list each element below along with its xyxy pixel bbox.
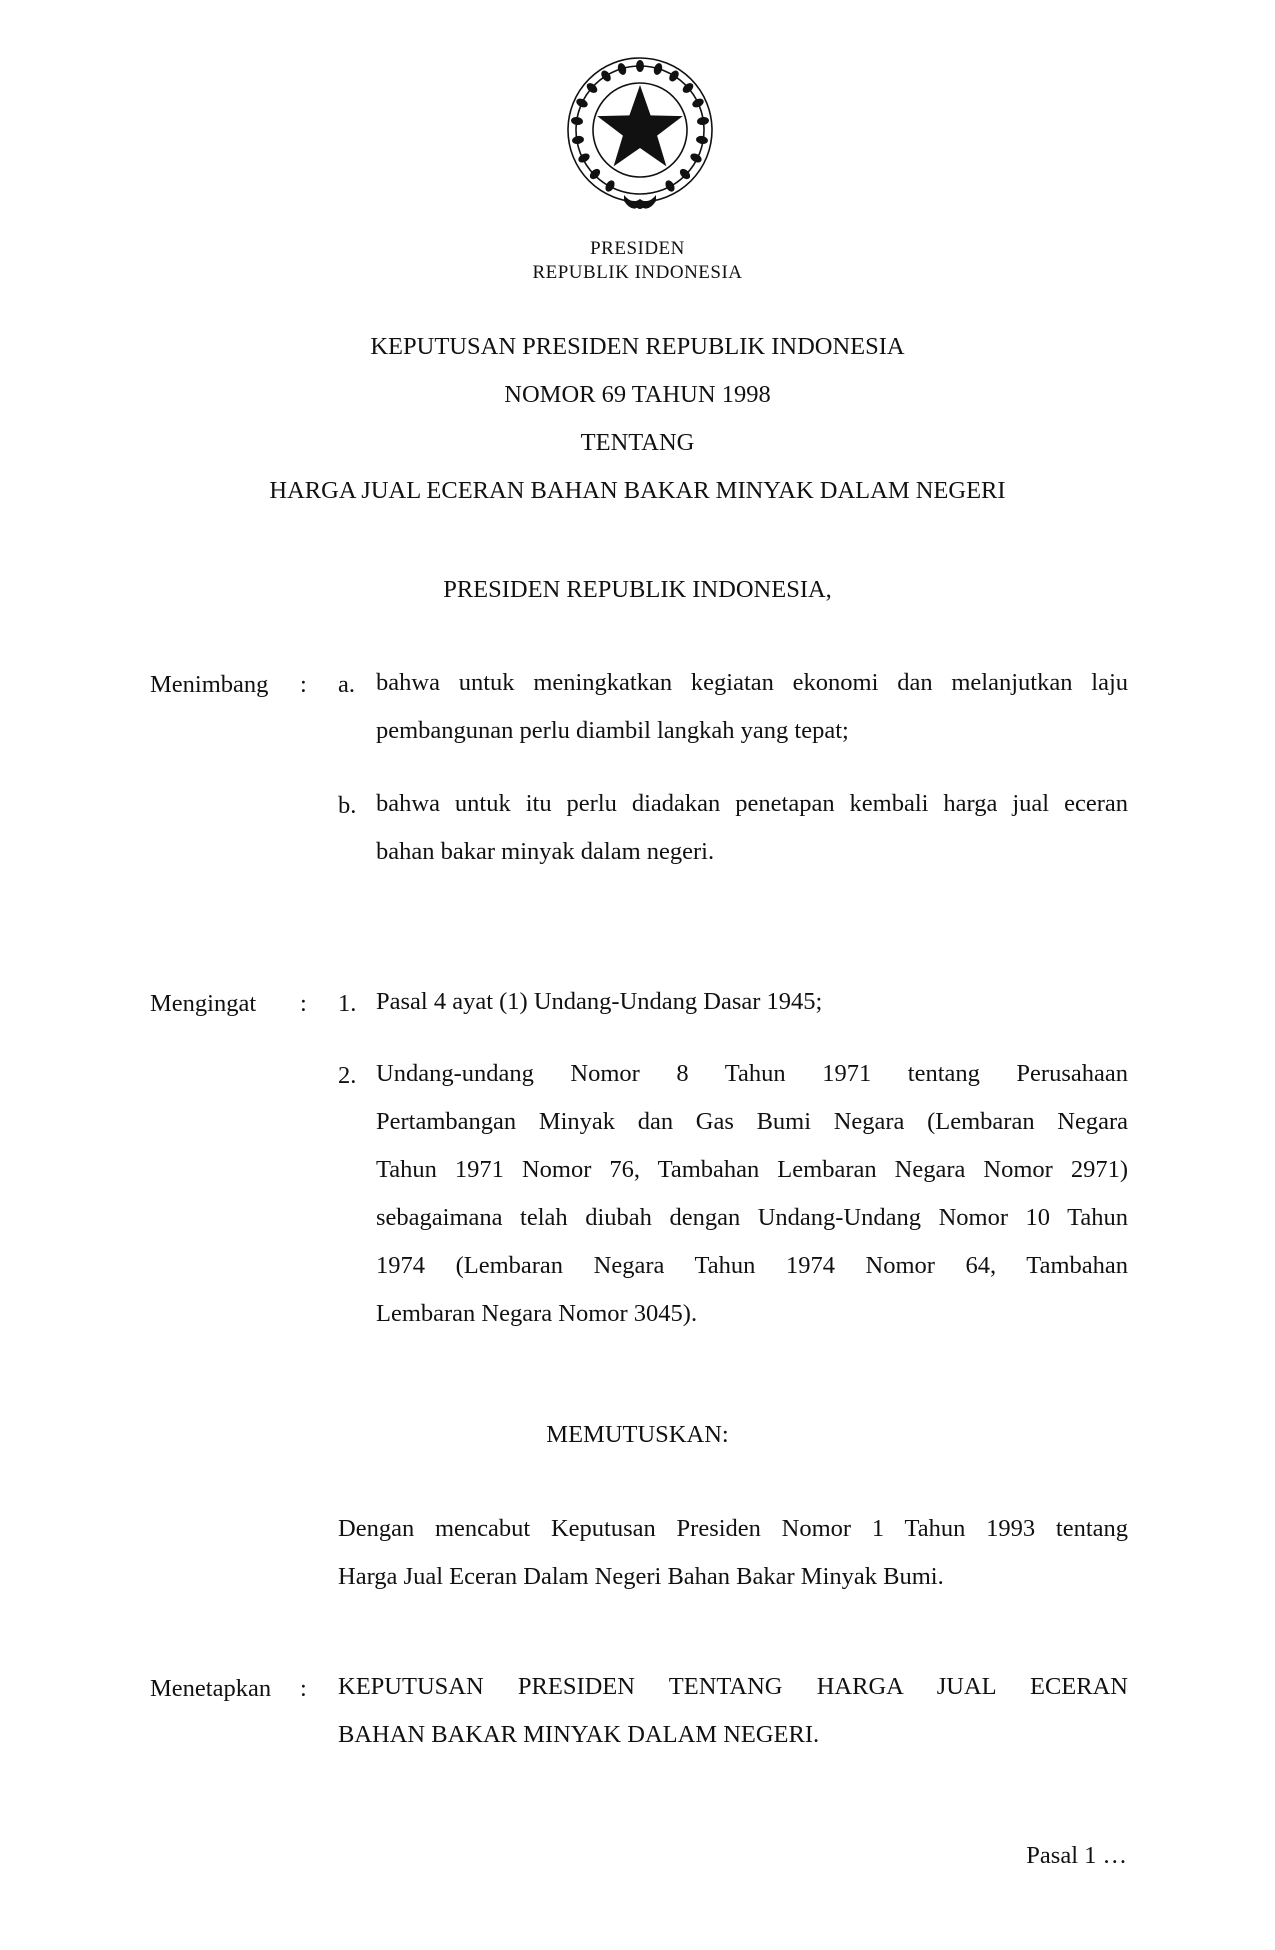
decree-tentang: TENTANG [580,429,695,456]
menetapkan-label: Menetapkan [150,1675,272,1702]
menimbang-b-text [376,780,1128,876]
decree-number: NOMOR 69 TAHUN 1998 [504,381,771,408]
menimbang-label: Menimbang [150,671,269,698]
menimbang-colon: : [300,671,307,698]
menetapkan-text [338,1663,1128,1759]
text-line: 1974 (Lembaran Negara Tahun 1974 Nomor 64, Tambahan [376,1252,1128,1279]
text-line: KEPUTUSAN PRESIDEN TENTANG HARGA JUAL ECERAN [338,1673,1128,1700]
text-line: bahwa untuk meningkatkan kegiatan ekonomi dan melanjutkan laju [376,669,1128,696]
text-line: Undang-undang Nomor 8 Tahun 1971 tentang Perusahaan [376,1060,1128,1087]
letterhead-presiden: PRESIDEN [590,238,685,259]
mengingat-2-marker: 2. [338,1062,357,1089]
text-line: Tahun 1971 Nomor 76, Tambahan Lembaran Negara Nomor 2971) [376,1156,1128,1183]
text-line: BAHAN BAKAR MINYAK DALAM NEGERI. [338,1721,820,1748]
mengingat-1-marker: 1. [338,990,357,1017]
text-line: Dengan mencabut Keputusan Presiden Nomor 1 Tahun 1993 tentang [338,1515,1128,1542]
menimbang-b-marker: b. [338,792,357,819]
president-heading: PRESIDEN REPUBLIK INDONESIA, [443,576,832,603]
decree-title: KEPUTUSAN PRESIDEN REPUBLIK INDONESIA [370,333,905,360]
pencabutan-text [338,1505,1128,1601]
menimbang-a-text [376,659,1128,755]
menetapkan-colon: : [300,1675,307,1702]
mengingat-label: Mengingat [150,990,257,1017]
text-line: Pasal 4 ayat (1) Undang-Undang Dasar 1945; [376,988,823,1015]
mengingat-2-text [376,1050,1128,1338]
menimbang-a-marker: a. [338,671,355,698]
memutuskan-heading: MEMUTUSKAN: [546,1421,729,1448]
text-line: bahan bakar minyak dalam negeri. [376,838,715,865]
decree-subject: HARGA JUAL ECERAN BAHAN BAKAR MINYAK DALAM NEGERI [269,477,1006,504]
text-line: Pertambangan Minyak dan Gas Bumi Negara (Lembaran Negara [376,1108,1128,1135]
text-line: Harga Jual Eceran Dalam Negeri Bahan Bakar Minyak Bumi. [338,1563,944,1590]
garuda-star-wreath-emblem [560,55,720,220]
text-line: Lembaran Negara Nomor 3045). [376,1300,698,1327]
next-page-indicator: Pasal 1 … [1026,1842,1127,1869]
mengingat-1-text [376,978,1128,1026]
text-line: pembangunan perlu diambil langkah yang tepat; [376,717,849,744]
text-line: bahwa untuk itu perlu diadakan penetapan kembali harga jual eceran [376,790,1128,817]
text-line: sebagaimana telah diubah dengan Undang-Undang Nomor 10 Tahun [376,1204,1128,1231]
letterhead-republik-indonesia: REPUBLIK INDONESIA [532,262,743,283]
mengingat-colon: : [300,990,307,1017]
